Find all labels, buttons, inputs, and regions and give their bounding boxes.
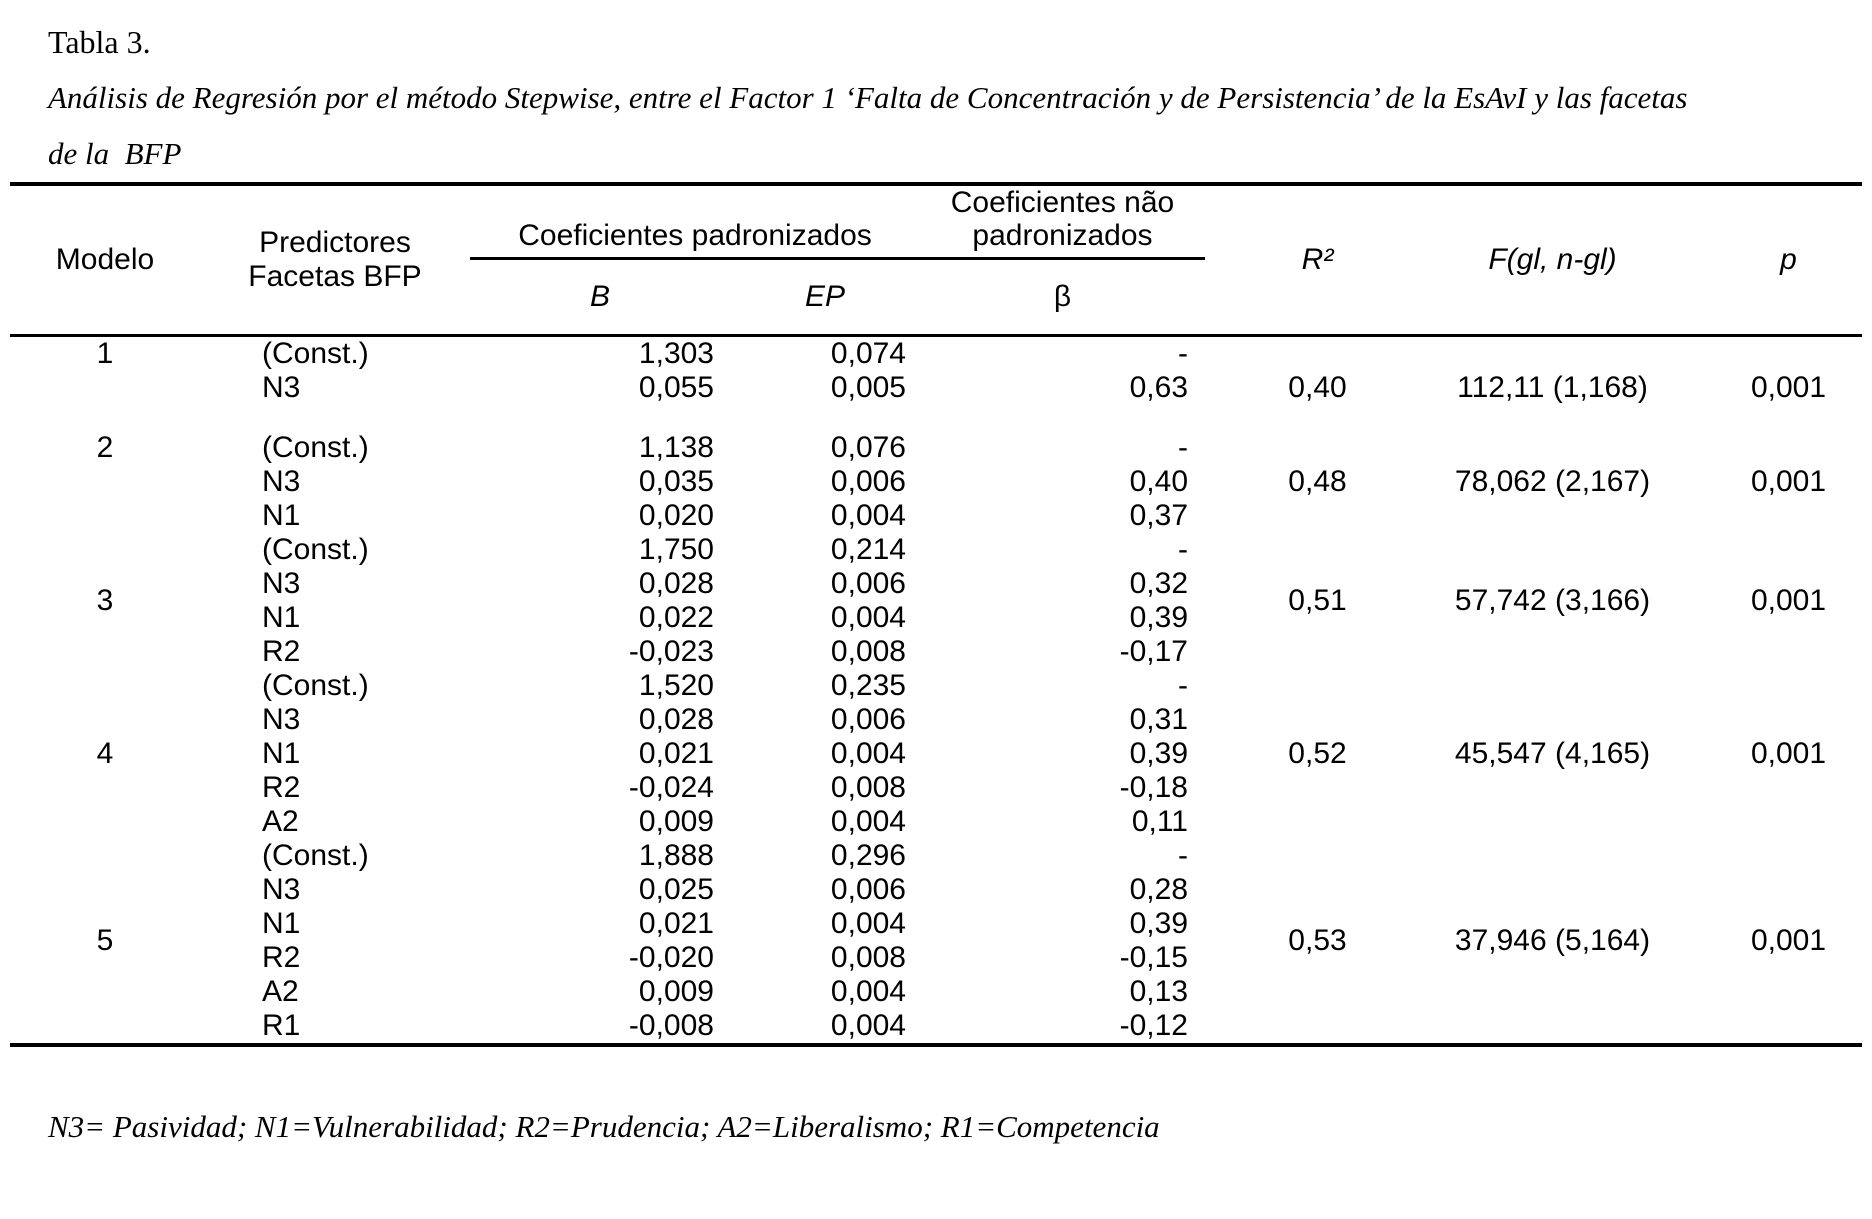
predictor-cell: N3	[262, 703, 301, 736]
predictor-cell: N1	[262, 601, 301, 634]
ep-value: 0,006	[830, 703, 906, 736]
r2-value: 0,48	[1288, 465, 1347, 498]
ep-value: 0,006	[830, 567, 906, 600]
table-row	[10, 431, 1862, 465]
model-number: 5	[96, 924, 114, 957]
regression-table	[10, 182, 1862, 1047]
beta-value: -0,17	[1119, 635, 1188, 668]
model-gap	[10, 405, 1862, 431]
f-value: 45,547 (4,165)	[1454, 737, 1651, 770]
b-value: 1,750	[638, 533, 714, 566]
ep-value: 0,008	[830, 635, 906, 668]
p-value: 0,001	[1750, 465, 1827, 498]
predictor-cell: (Const.)	[262, 669, 369, 702]
r2-value: 0,40	[1288, 371, 1347, 404]
model-4-block	[10, 669, 1862, 839]
model-number: 2	[96, 431, 114, 464]
beta-value: -	[1178, 337, 1188, 370]
predictor-cell: N1	[262, 907, 301, 940]
ep-value: 0,004	[830, 601, 906, 634]
model-number: 3	[96, 584, 114, 617]
p-value: 0,001	[1750, 924, 1827, 957]
b-value: 0,020	[638, 499, 714, 532]
b-value: 0,028	[638, 567, 714, 600]
beta-value: -	[1178, 669, 1188, 702]
b-value: -0,020	[628, 941, 714, 974]
predictor-cell: A2	[262, 975, 299, 1008]
model-3-block	[10, 533, 1862, 669]
b-value: 1,138	[638, 431, 714, 464]
b-value: 1,888	[638, 839, 714, 872]
p-value: 0,001	[1750, 737, 1827, 770]
predictores-header-line-2: Facetas BFP	[248, 260, 422, 293]
b-value: -0,023	[628, 635, 714, 668]
predictor-cell: N1	[262, 499, 301, 532]
predictor-cell: R1	[262, 1009, 301, 1042]
beta-value: 0,31	[1129, 703, 1188, 736]
ep-value: 0,004	[830, 975, 906, 1008]
table-header	[10, 184, 1862, 336]
beta-value: 0,37	[1129, 499, 1188, 532]
ep-value: 0,008	[830, 771, 906, 804]
ep-value: 0,004	[830, 737, 906, 770]
predictor-cell: N3	[262, 371, 301, 404]
beta-value: 0,13	[1129, 975, 1188, 1008]
f-value: 37,946 (5,164)	[1454, 924, 1651, 957]
ep-value: 0,214	[830, 533, 906, 566]
b-value: 0,025	[638, 873, 714, 906]
ep-value: 0,004	[830, 499, 906, 532]
beta-value: 0,11	[1131, 805, 1188, 838]
predictor-cell: N3	[262, 873, 301, 906]
b-value: 1,520	[638, 669, 714, 702]
predictor-cell: N1	[262, 737, 301, 770]
f-value: 112,11 (1,168)	[1457, 371, 1648, 404]
predictor-cell: R2	[262, 635, 301, 668]
coef-nao-padronizados-header: Coeficientes não padronizados	[920, 184, 1205, 259]
beta-value: 0,28	[1129, 873, 1188, 906]
row-spacer	[10, 405, 1862, 431]
b-value: 0,035	[638, 465, 714, 498]
ep-value: 0,076	[830, 431, 906, 464]
ep-value: 0,004	[830, 1009, 906, 1042]
table-row	[10, 336, 1862, 372]
ep-value: 0,074	[830, 337, 906, 370]
modelo-header: Modelo	[55, 243, 155, 276]
predictor-cell: (Const.)	[262, 337, 369, 370]
beta-header: β	[1053, 280, 1072, 313]
coef-padronizados-header: Coeficientes padronizados	[470, 184, 920, 259]
ep-header: EP	[804, 280, 846, 313]
f-header: F(gl, n-gl)	[1488, 243, 1617, 276]
ep-value: 0,235	[830, 669, 906, 702]
beta-value: 0,40	[1129, 465, 1188, 498]
predictor-cell: (Const.)	[262, 431, 369, 464]
predictor-cell: R2	[262, 771, 301, 804]
predictor-cell: A2	[262, 805, 299, 838]
b-value: 0,021	[638, 737, 714, 770]
table-label: Tabla 3.	[48, 24, 151, 60]
model-2-block	[10, 431, 1862, 533]
table-caption	[48, 14, 1872, 182]
table-row	[10, 533, 1862, 567]
beta-value: 0,63	[1129, 371, 1188, 404]
beta-value: 0,39	[1129, 737, 1188, 770]
b-value: 0,028	[638, 703, 714, 736]
ep-value: 0,004	[830, 805, 906, 838]
model-1-block	[10, 336, 1862, 406]
beta-value: 0,39	[1129, 601, 1188, 634]
b-value: 0,022	[638, 601, 714, 634]
beta-value: -	[1178, 431, 1188, 464]
model-number: 4	[96, 737, 114, 770]
b-value: -0,024	[628, 771, 714, 804]
beta-value: -	[1178, 533, 1188, 566]
predictor-cell: (Const.)	[262, 533, 369, 566]
p-header: p	[1780, 243, 1797, 276]
model-number: 1	[96, 337, 114, 370]
f-value: 78,062 (2,167)	[1454, 465, 1651, 498]
table-row	[10, 669, 1862, 703]
r2-value: 0,52	[1288, 737, 1347, 770]
ep-value: 0,005	[830, 371, 906, 404]
ep-value: 0,004	[830, 907, 906, 940]
r2-header: R²	[1301, 243, 1334, 276]
predictores-header-line-1: Predictores	[259, 226, 411, 259]
b-value: 1,303	[638, 337, 714, 370]
b-value: 0,009	[638, 975, 714, 1008]
beta-value: -	[1178, 839, 1188, 872]
beta-value: 0,32	[1129, 567, 1188, 600]
r2-value: 0,53	[1288, 924, 1347, 957]
predictor-cell: N3	[262, 465, 301, 498]
table-row	[10, 184, 1862, 259]
p-value: 0,001	[1750, 371, 1827, 404]
ep-value: 0,008	[830, 941, 906, 974]
b-value: 0,009	[638, 805, 714, 838]
beta-value: -0,15	[1119, 941, 1188, 974]
table-title-line-1: Análisis de Regresión por el método Stepwise, entre el Factor 1 ‘Falta de Concentración y de Persistencia’ de la EsAvI y las facetas	[48, 80, 1688, 115]
ep-value: 0,006	[830, 873, 906, 906]
table-footnote: N3= Pasividad; N1=Vulnerabilidad; R2=Prudencia; A2=Liberalismo; R1=Competencia	[48, 1109, 1160, 1144]
beta-value: 0,39	[1129, 907, 1188, 940]
p-value: 0,001	[1750, 584, 1827, 617]
b-value: -0,008	[628, 1009, 714, 1042]
predictor-cell: (Const.)	[262, 839, 369, 872]
b-value: 0,055	[638, 371, 714, 404]
table-row	[10, 839, 1862, 873]
beta-value: -0,12	[1119, 1009, 1188, 1042]
b-value: 0,021	[638, 907, 714, 940]
b-header: B	[589, 280, 610, 313]
predictores-header	[200, 184, 470, 336]
spacer-cell	[10, 405, 1862, 431]
ep-value: 0,296	[830, 839, 906, 872]
model-5-block	[10, 839, 1862, 1045]
predictor-cell: R2	[262, 941, 301, 974]
r2-value: 0,51	[1288, 584, 1347, 617]
predictor-cell: N3	[262, 567, 301, 600]
table-title-line-2: de la BFP	[48, 136, 182, 171]
ep-value: 0,006	[830, 465, 906, 498]
f-value: 57,742 (3,166)	[1454, 584, 1651, 617]
beta-value: -0,18	[1119, 771, 1188, 804]
